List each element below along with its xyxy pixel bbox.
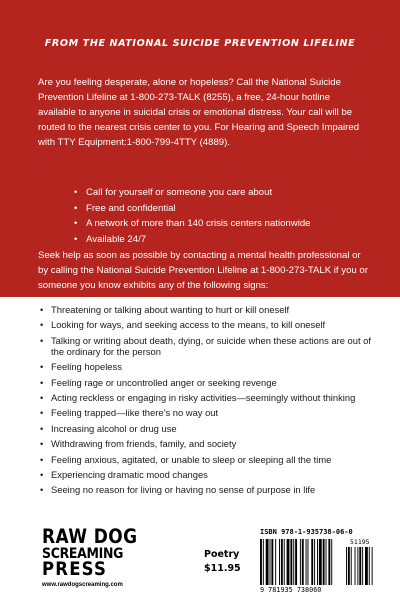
sign-item (40, 377, 376, 388)
sign-text: Feeling hopeless (51, 361, 122, 373)
feature-list (74, 185, 364, 247)
feature-item: • Free and confidential (74, 201, 364, 217)
sign-text: Threatening or talking about wanting to hurt or kill oneself (51, 304, 290, 315)
bullet-icon: • (40, 319, 44, 331)
intro-paragraph: Are you feeling desperate, alone or hopeless? Call the National Suicide Prevention Lifeline at 1-800-273-TALK (8255), a free, 24-hour hotline available to anyone in suicidal crisis or emotional distress. Your call will be routed to the nearest crisis center to you. For Hearing and Speech Impaired with TTY Equipment:1-800-799-4TTY (4889). (38, 77, 360, 148)
bullet-icon: • (40, 453, 44, 465)
sign-item (40, 335, 376, 357)
price-label: $11.95 (204, 563, 241, 574)
sign-item (40, 319, 376, 330)
sign-text: Increasing alcohol or drug use (51, 422, 177, 434)
isbn-text: ISBN 978-1-935738-06-0 (260, 528, 353, 536)
price-code: 51195 (350, 538, 370, 546)
feature-item: • Available 24/7 (74, 232, 364, 248)
bullet-icon: • (40, 391, 44, 403)
logo-line-1: RAW DOG (42, 525, 138, 549)
publisher-logo (42, 525, 168, 588)
sign-text: Acting reckless or engaging in risky activities—seemingly without thinking (51, 391, 356, 403)
logo-line-2: SCREAMING (42, 544, 124, 562)
feature-item: • A network of more than 140 crisis centers nationwide (74, 216, 364, 232)
barcode-block (258, 528, 376, 596)
barcode-icon (258, 539, 376, 587)
sign-item (40, 423, 376, 434)
sign-item (40, 454, 376, 465)
bullet-icon: • (40, 407, 44, 419)
sign-item (40, 484, 376, 495)
warning-signs-list (40, 304, 376, 500)
bullet-icon: • (40, 438, 44, 450)
barcode-digits: 9 781935 738060 (260, 586, 322, 594)
sign-item (40, 392, 376, 403)
sign-text: Looking for ways, and seeking access to the means, to kill oneself (51, 319, 326, 331)
bullet-icon: • (40, 376, 44, 388)
sign-text: Talking or writing about death, dying, or suicide when these actions are out of the ordinary for the person (51, 334, 371, 357)
bullet-icon: • (40, 422, 44, 434)
feature-item: • Call for yourself or someone you care about (74, 185, 364, 201)
seek-help-paragraph: Seek help as soon as possible by contacting a mental health professional or by calling the National Suicide Prevention Lifeline at 1-800-273-TALK if you or someone you know exhibits any of the following signs: (38, 250, 368, 291)
red-info-panel (0, 0, 400, 297)
sign-text: Experiencing dramatic mood changes (51, 468, 208, 480)
sign-text: Withdrawing from friends, family, and society (51, 438, 237, 450)
bullet-icon: • (40, 304, 44, 315)
sign-item (40, 407, 376, 418)
sign-text: Feeling rage or uncontrolled anger or seeking revenge (51, 376, 277, 388)
sign-item (40, 469, 376, 480)
sign-text: Feeling anxious, agitated, or unable to sleep or sleeping all the time (51, 453, 332, 465)
sign-item (40, 304, 376, 315)
sign-text: Seeing no reason for living or having no sense of purpose in life (51, 484, 316, 496)
header-title: FROM THE NATIONAL SUICIDE PREVENTION LIFELINE (44, 38, 356, 49)
sign-text: Feeling trapped—like there’s no way out (51, 407, 219, 419)
sign-item (40, 438, 376, 449)
publisher-url: www.rawdogscreaming.com (42, 582, 123, 588)
bullet-icon: • (40, 361, 44, 373)
genre-label: Poetry (204, 549, 240, 560)
sign-item (40, 361, 376, 372)
bullet-icon: • (40, 334, 44, 346)
logo-line-3: PRESS (42, 557, 108, 580)
bullet-icon: • (40, 468, 44, 480)
bullet-icon: • (40, 484, 44, 496)
